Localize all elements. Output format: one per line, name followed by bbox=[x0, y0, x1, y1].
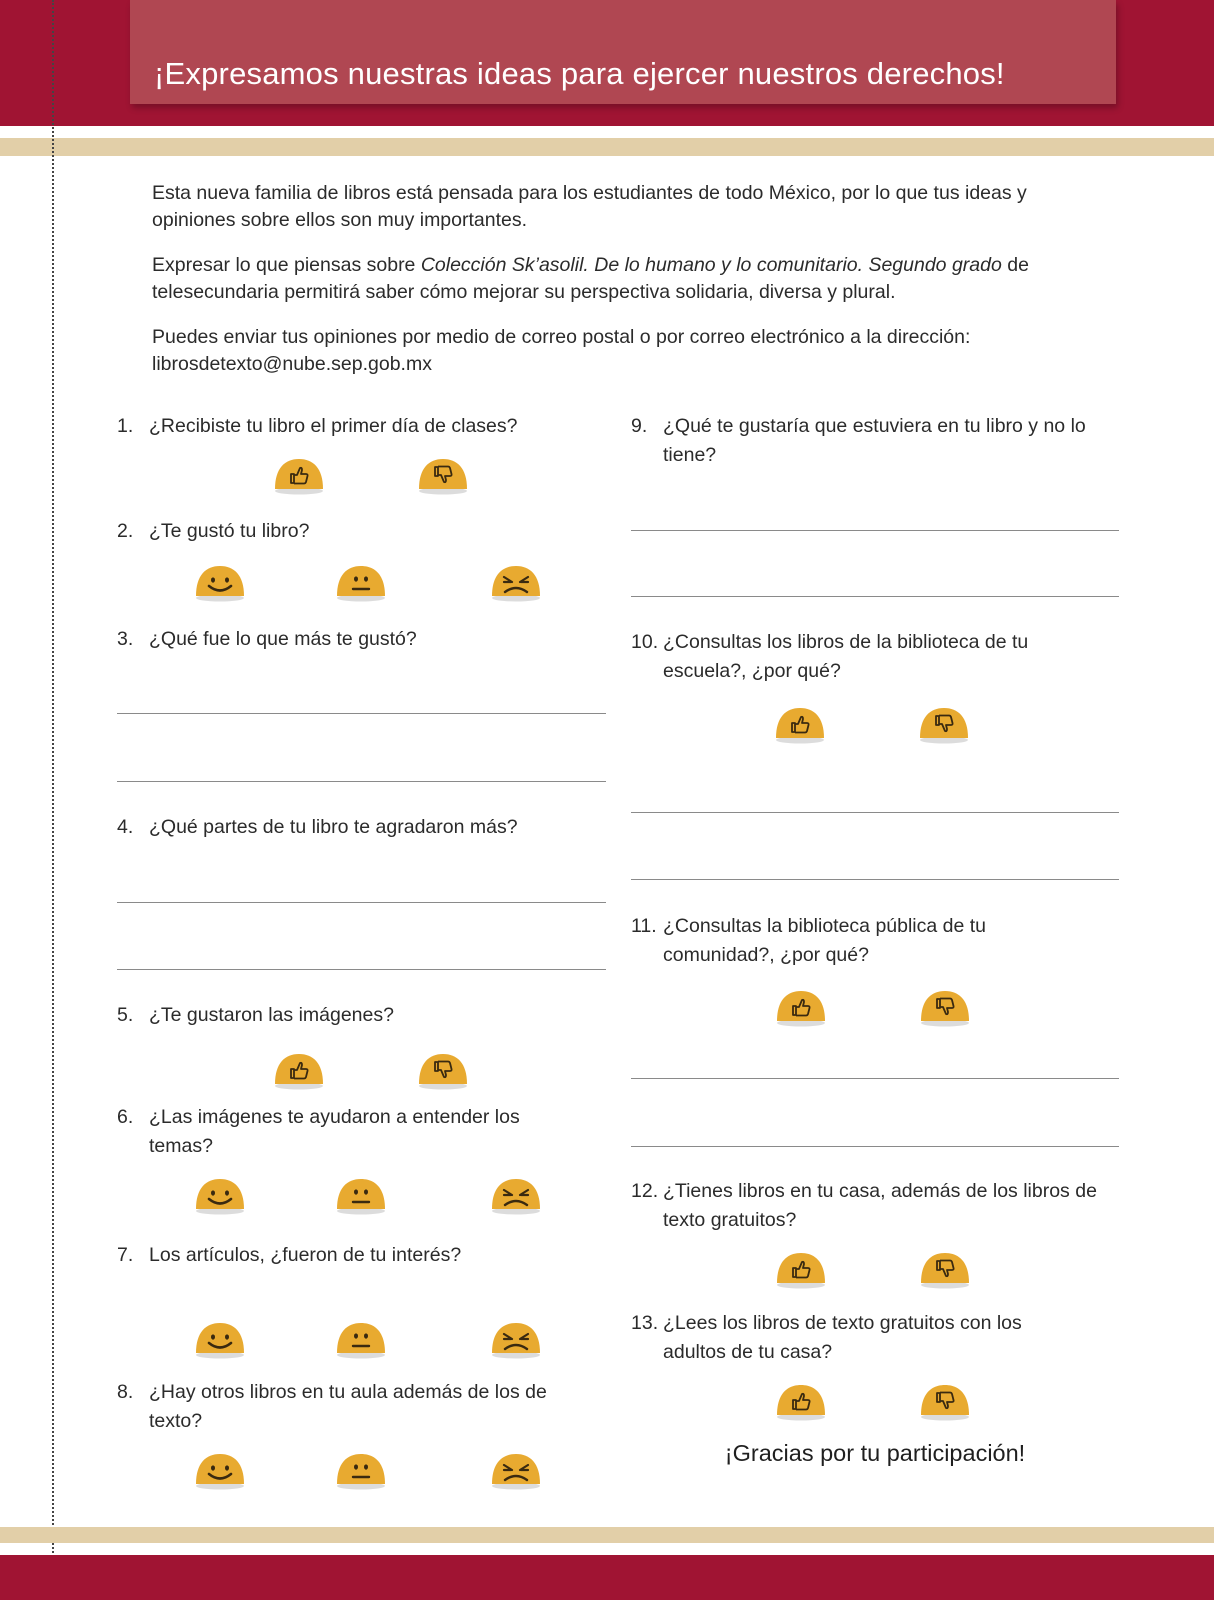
thumbs-up-icon[interactable] bbox=[273, 1051, 325, 1091]
question-text: Los artículos, ¿fueron de tu interés? bbox=[149, 1244, 462, 1266]
neutral-face-icon[interactable] bbox=[335, 1176, 387, 1216]
question-text-cont: temas? bbox=[149, 1135, 213, 1157]
neutral-face-icon[interactable] bbox=[335, 563, 387, 603]
angry-face-icon[interactable] bbox=[490, 1320, 542, 1360]
thumbs-up-icon[interactable] bbox=[774, 705, 826, 745]
question-8 bbox=[117, 1378, 607, 1438]
question-number: 9. bbox=[631, 415, 648, 437]
question-number: 1. bbox=[117, 415, 134, 437]
answer-line[interactable] bbox=[117, 781, 606, 782]
answer-line[interactable] bbox=[631, 879, 1119, 880]
thumbs-down-icon[interactable] bbox=[919, 1382, 971, 1422]
question-text: ¿Recibiste tu libro el primer día de clases? bbox=[149, 415, 518, 437]
question-12 bbox=[631, 1177, 1121, 1237]
answer-line[interactable] bbox=[117, 969, 606, 970]
answer-line[interactable] bbox=[117, 902, 606, 903]
question-number: 3. bbox=[117, 628, 134, 650]
question-10 bbox=[631, 628, 1121, 688]
intro-p2-end: de telesecundaria permitirá saber cómo mejorar su perspectiva solidaria, diversa y plural. bbox=[152, 254, 1029, 303]
question-number: 5. bbox=[117, 1004, 134, 1026]
happy-face-icon[interactable] bbox=[194, 1176, 246, 1216]
thumbs-down-icon[interactable] bbox=[919, 1250, 971, 1290]
answer-line[interactable] bbox=[631, 1078, 1119, 1079]
question-number: 13. bbox=[631, 1312, 659, 1334]
answer-line[interactable] bbox=[631, 1146, 1119, 1147]
angry-face-icon[interactable] bbox=[490, 563, 542, 603]
question-text: ¿Tienes libros en tu casa, además de los libros de bbox=[663, 1180, 1097, 1202]
answer-line[interactable] bbox=[631, 596, 1119, 597]
bottom-stripe bbox=[0, 1527, 1214, 1543]
question-11 bbox=[631, 912, 1121, 972]
intro-p2-start: Expresar lo que piensas sobre bbox=[152, 254, 421, 276]
question-text: ¿Consultas la biblioteca pública de tu bbox=[663, 915, 987, 937]
book-title: Colección Sk’asolil. De lo humano y lo comunitario. Segundo grado bbox=[420, 254, 1002, 276]
answer-line[interactable] bbox=[631, 530, 1119, 531]
answer-line[interactable] bbox=[117, 713, 606, 714]
binding-dotted-line bbox=[52, 0, 54, 1600]
question-text: ¿Lees los libros de texto gratuitos con los bbox=[663, 1312, 1022, 1334]
happy-face-icon[interactable] bbox=[194, 563, 246, 603]
question-text-cont: comunidad?, ¿por qué? bbox=[663, 944, 869, 966]
bottom-band bbox=[0, 1555, 1214, 1600]
thumbs-up-icon[interactable] bbox=[775, 1250, 827, 1290]
question-text: ¿Qué te gustaría que estuviera en tu libro y no lo bbox=[663, 415, 1086, 437]
question-text: ¿Qué fue lo que más te gustó? bbox=[149, 628, 417, 650]
question-text: ¿Las imágenes te ayudaron a entender los bbox=[149, 1106, 520, 1128]
intro-paragraph-2 bbox=[152, 252, 1092, 306]
thumbs-down-icon[interactable] bbox=[417, 456, 469, 496]
angry-face-icon[interactable] bbox=[490, 1176, 542, 1216]
neutral-face-icon[interactable] bbox=[335, 1451, 387, 1491]
question-text-cont: escuela?, ¿por qué? bbox=[663, 660, 841, 682]
answer-line[interactable] bbox=[631, 812, 1119, 813]
top-stripe bbox=[0, 138, 1214, 156]
question-number: 2. bbox=[117, 520, 134, 542]
question-number: 10. bbox=[631, 631, 659, 653]
question-text-cont: adultos de tu casa? bbox=[663, 1341, 833, 1363]
thumbs-up-icon[interactable] bbox=[775, 988, 827, 1028]
question-number: 7. bbox=[117, 1244, 134, 1266]
question-text: ¿Te gustó tu libro? bbox=[149, 520, 310, 542]
question-text-cont: tiene? bbox=[663, 444, 717, 466]
thumbs-down-icon[interactable] bbox=[919, 988, 971, 1028]
question-text: ¿Qué partes de tu libro te agradaron más? bbox=[149, 816, 518, 838]
angry-face-icon[interactable] bbox=[490, 1451, 542, 1491]
question-text-cont: texto gratuitos? bbox=[663, 1209, 797, 1231]
thumbs-down-icon[interactable] bbox=[417, 1051, 469, 1091]
happy-face-icon[interactable] bbox=[194, 1451, 246, 1491]
page-title: ¡Expresamos nuestras ideas para ejercer nuestros derechos! bbox=[154, 56, 1005, 91]
question-9 bbox=[631, 412, 1121, 472]
thanks-message: ¡Gracias por tu participación! bbox=[724, 1440, 1026, 1466]
question-text: ¿Hay otros libros en tu aula además de los de bbox=[149, 1381, 547, 1403]
question-number: 4. bbox=[117, 816, 134, 838]
title-banner bbox=[130, 0, 1116, 104]
question-number: 11. bbox=[631, 915, 657, 937]
question-number: 6. bbox=[117, 1106, 134, 1128]
intro-paragraph-3: Puedes enviar tus opiniones por medio de correo postal o por correo electrónico a la dirección: librosdetexto@nube.sep.gob.mx bbox=[152, 326, 971, 375]
question-6 bbox=[117, 1103, 607, 1163]
question-number: 8. bbox=[117, 1381, 134, 1403]
thumbs-down-icon[interactable] bbox=[918, 705, 970, 745]
question-text: ¿Te gustaron las imágenes? bbox=[149, 1004, 394, 1026]
thumbs-up-icon[interactable] bbox=[775, 1382, 827, 1422]
question-text-cont: texto? bbox=[149, 1410, 203, 1432]
question-number: 12. bbox=[631, 1180, 659, 1202]
question-13 bbox=[631, 1309, 1121, 1369]
happy-face-icon[interactable] bbox=[194, 1320, 246, 1360]
intro-paragraph-1: Esta nueva familia de libros está pensada para los estudiantes de todo México, por lo que tus ideas y opiniones sobre ellos son muy importantes. bbox=[152, 182, 1027, 231]
neutral-face-icon[interactable] bbox=[335, 1320, 387, 1360]
question-text: ¿Consultas los libros de la biblioteca de tu bbox=[663, 631, 1029, 653]
thumbs-up-icon[interactable] bbox=[273, 456, 325, 496]
